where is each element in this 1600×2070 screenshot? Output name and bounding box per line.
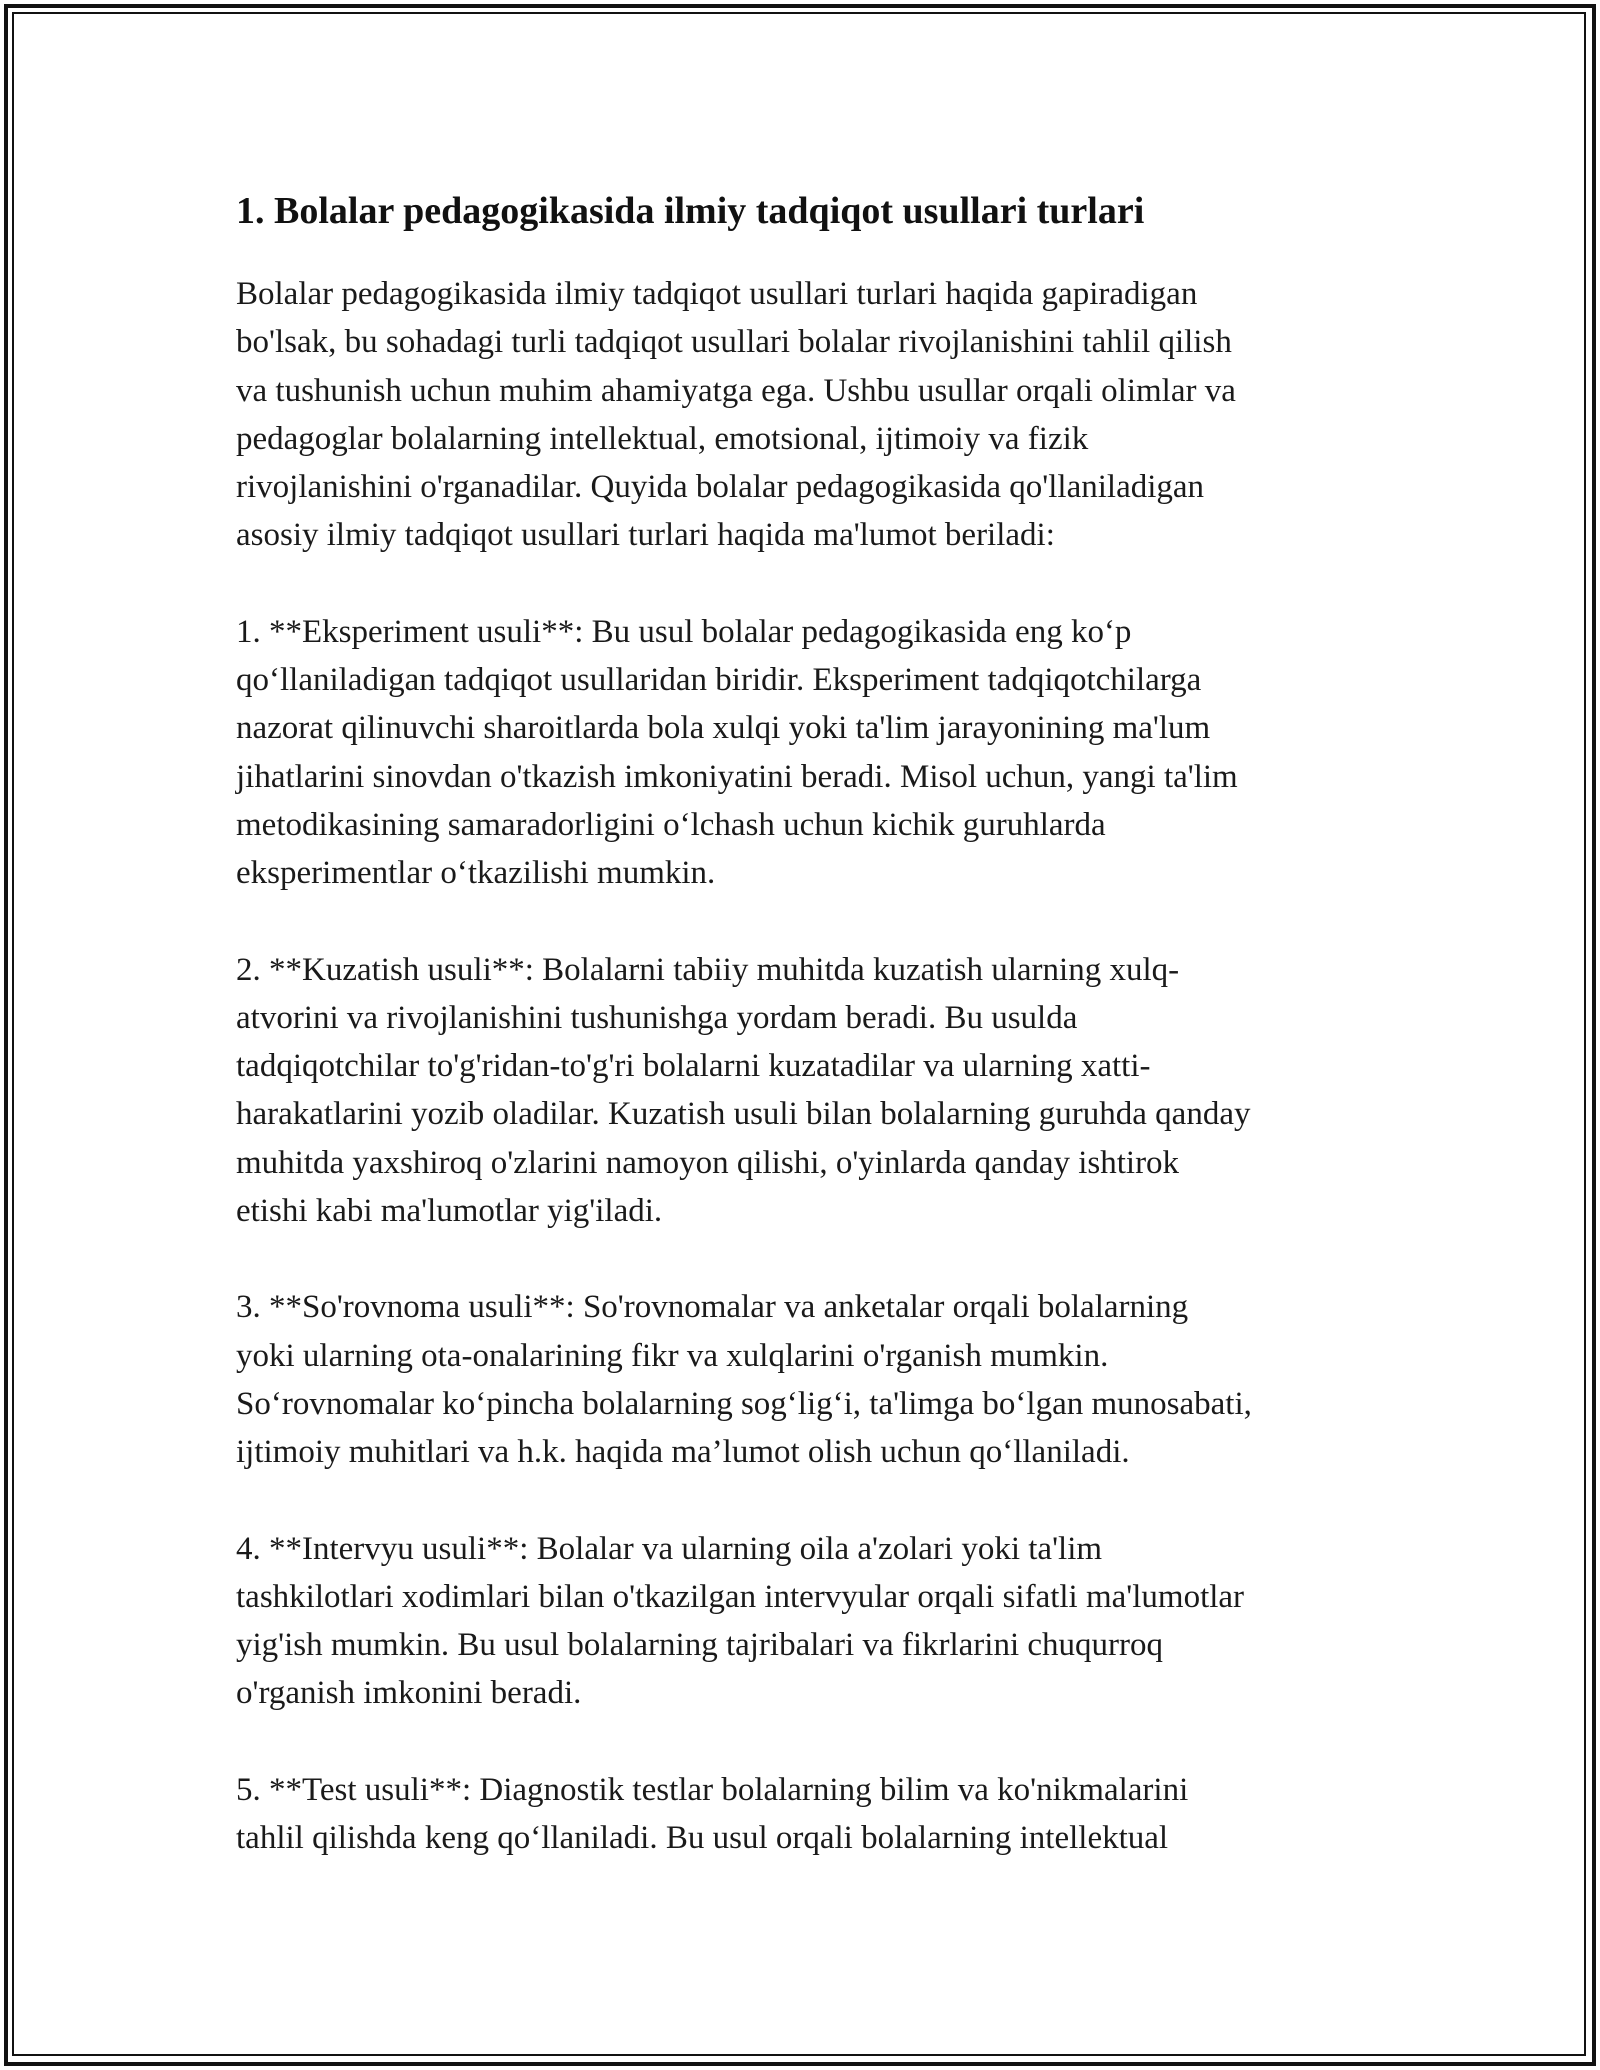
observation-method-paragraph: 2. **Kuzatish usuli**: Bolalarni tabiiy muhitda kuzatish ularning xulq- atvorini va rivojlanishini tushunishga yordam beradi. Bu usulda tadqiqotchilar to'g'ridan-to'g'ri bolalarni kuzatadilar va ularning xatti- harakatlarini yozib oladilar. Kuzatish usuli bilan bolalarning guruhda qanday muhitda yaxshiroq o'zlarini namoyon qilishi, o'yinlarda qanday ishtirok etishi kabi ma'lumotlar yig'iladi. — [236, 951, 1251, 1230]
test-method-paragraph: 5. **Test usuli**: Diagnostik testlar bolalarning bilim va ko'nikmalarini tahlil qilishda keng qo‘llaniladi. Bu usul orqali bolalarning intellektual — [236, 1771, 1189, 1857]
intro-paragraph: Bolalar pedagogikasida ilmiy tadqiqot usullari turlari haqida gapiradigan bo'lsak, bu sohadagi turli tadqiqot usullari bolalar rivojlanishini tahlil qilish va tushunish uchun muhim ahamiyatga ega. Ushbu usullar orqali olimlar va pedagoglar bolalarning intellektual, emotsional, ijtimoiy va fizik rivojlanishini o'rganadilar. Quyida bolalar pedagogikasida qo'llaniladigan asosiy ilmiy tadqiqot usullari turlari haqida ma'lumot beriladi: — [236, 276, 1236, 554]
survey-method-paragraph: 3. **So'rovnoma usuli**: So'rovnomalar va anketalar orqali bolalarning yoki ularning ota-onalarining fikr va xulqlarini o'rganish mumkin. So‘rovnomalar ko‘pincha bolalarning sog‘lig‘i, ta'limga bo‘lgan munosabati, ijtimoiy muhitlari va h.k. haqida ma’lumot olish uchun qo‘llaniladi. — [236, 1289, 1252, 1471]
experiment-method-paragraph: 1. **Eksperiment usuli**: Bu usul bolalar pedagogikasida eng ko‘p qo‘llaniladigan tadqiqot usullaridan biridir. Eksperiment tadqiqotchilarga nazorat qilinuvchi sharoitlarda bola xulqi yoki ta'lim jarayonining ma'lum jihatlarini sinovdan o'tkazish imkoniyatini beradi. Misol uchun, yangi ta'lim metodikasining samaradorligini o‘lchash uchun kichik guruhlarda eksperimentlar o‘tkazilishi mumkin. — [236, 613, 1238, 892]
document-body — [236, 186, 1376, 1910]
section-heading: 1. Bolalar pedagogikasida ilmiy tadqiqot usullari turlari — [236, 190, 1145, 232]
interview-method-paragraph: 4. **Intervyu usuli**: Bolalar va ularning oila a'zolari yoki ta'lim tashkilotlari xodimlari bilan o'tkazilgan intervyular orqali sifatli ma'lumotlar yig'ish mumkin. Bu usul bolalarning tajribalari va fikrlarini chuqurroq o'rganish imkonini beradi. — [236, 1530, 1245, 1712]
